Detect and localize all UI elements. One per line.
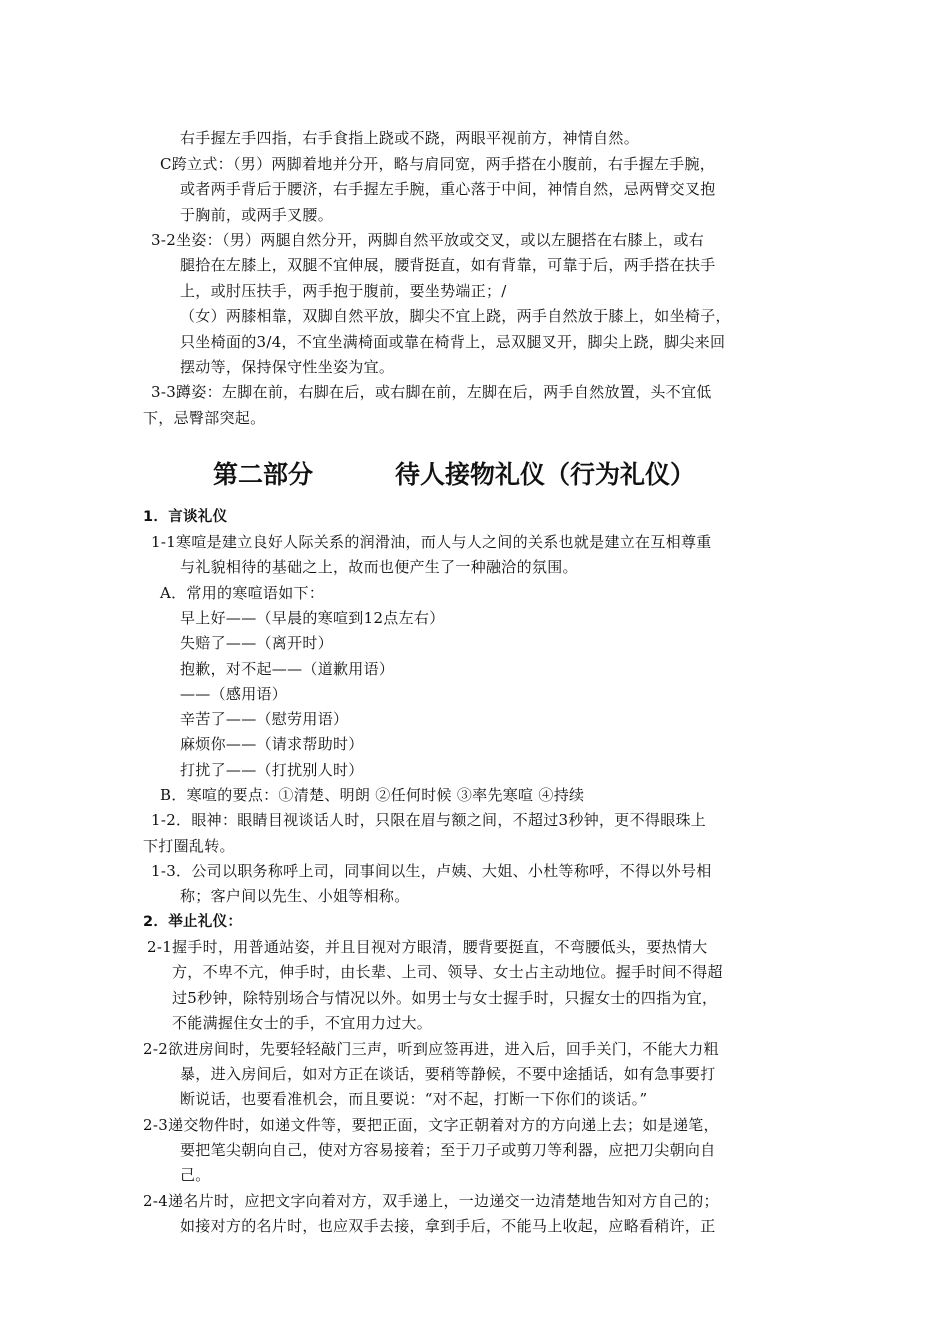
text-line: 摆动等，保持保守性坐姿为宜。 xyxy=(180,358,395,376)
text-line: 3-3蹲姿：左脚在前，右脚在后，或右脚在前，左脚在后，两手自然放置，头不宜低 xyxy=(151,383,712,401)
text-line: （女）两膝相靠，双脚自然平放，脚尖不宜上跷，两手自然放于膝上，如坐椅子， xyxy=(180,307,731,325)
text-line: 1-1寒喧是建立良好人际关系的润滑油，而人与人之间的关系也就是建立在互相尊重 xyxy=(151,533,712,551)
heading-behavior-etiquette: 2．举止礼仪： xyxy=(143,914,243,930)
text-line: 下打圈乱转。 xyxy=(143,837,235,855)
text-line: 2-2欲进房间时，先要轻轻敲门三声，听到应签再进，进入后，回手关门，不能大力粗 xyxy=(143,1040,719,1058)
section-title xyxy=(0,458,950,492)
text-line: 暴，进入房间后，如对方正在谈话，要稍等静候，不要中途插话，如有急事要打 xyxy=(180,1065,716,1083)
section-title-text: 待人接物礼仪（行为礼仪） xyxy=(395,460,696,489)
greeting-item: 辛苦了——（慰劳用语） xyxy=(180,710,349,728)
text-line: 己。 xyxy=(180,1166,211,1184)
text-line: 或者两手背后于腰济，右手握左手腕，重心落于中间，神情自然，忌两臂交叉抱 xyxy=(180,180,716,198)
text-line: 只坐椅面的3/4，不宜坐满椅面或靠在椅背上，忌双腿叉开，脚尖上跷，脚尖来回 xyxy=(180,333,726,351)
text-line: B．寒喧的要点：①清楚、明朗 ②任何时候 ③率先寒喧 ④持续 xyxy=(160,786,585,804)
text-line: 右手握左手四指，右手食指上跷或不跷，两眼平视前方，神情自然。 xyxy=(180,129,640,147)
text-line: 不能满握住女士的手，不宜用力过大。 xyxy=(172,1014,433,1032)
greeting-item: 麻烦你——（请求帮助时） xyxy=(180,735,364,753)
text-line: 下，忌臀部突起。 xyxy=(143,409,266,427)
greeting-item: 失赔了——（离开时） xyxy=(180,634,334,652)
text-line: A．常用的寒喧语如下： xyxy=(160,584,325,602)
text-line: 2-4递名片时，应把文字向着对方，双手递上，一边递交一边清楚地告知对方自己的； xyxy=(143,1192,719,1210)
greeting-item: ——（感用语） xyxy=(180,685,288,703)
text-line: 方，不卑不亢，伸手时，由长辈、上司、领导、女士占主动地位。握手时间不得超 xyxy=(172,963,723,981)
text-line: 过5秒钟，除特别场合与情况以外。如男士与女士握手时，只握女士的四指为宜， xyxy=(172,989,718,1007)
text-line: 1-3．公司以职务称呼上司，同事间以生，卢姨、大姐、小杜等称呼，不得以外号相 xyxy=(151,862,712,880)
text-line: 与礼貌相待的基础之上，故而也便产生了一种融洽的氛围。 xyxy=(180,558,578,576)
text-line: 于胸前，或两手叉腰。 xyxy=(180,206,334,224)
greeting-item: 早上好——（早晨的寒喧到12点左右） xyxy=(180,609,445,627)
greeting-item: 抱歉，对不起——（道歉用语） xyxy=(180,660,395,678)
text-line: 称；客户间以先生、小姐等相称。 xyxy=(180,887,410,905)
text-line: 要把笔尖朝向自己，使对方容易接着；至于刀子或剪刀等利器，应把刀尖朝向自 xyxy=(180,1141,716,1159)
text-line: 1-2．眼神：眼睛目视谈话人时，只限在眉与额之间，不超过3秒钟，更不得眼珠上 xyxy=(151,811,707,829)
text-line: 2-1握手时，用普通站姿，并且目视对方眼清，腰背要挺直，不弯腰低头，要热情大 xyxy=(147,938,708,956)
greeting-item: 打扰了——（打扰别人时） xyxy=(180,761,364,779)
text-line: 腿拾在左膝上，双腿不宜伸展，腰背挺直，如有背靠，可靠于后，两手搭在扶手 xyxy=(180,256,716,274)
text-line: 2-3递交物件时，如递文件等，要把正面，文字正朝着对方的方向递上去；如是递笔， xyxy=(143,1116,719,1134)
text-line: 3-2坐姿：（男）两腿自然分开，两脚自然平放或交叉，或以左腿搭在右膝上，或右 xyxy=(151,231,705,249)
text-line: 上，或肘压扶手，两手抱于腹前，要坐势端正；/ xyxy=(180,282,507,300)
section-part-label: 第二部分 xyxy=(213,460,314,489)
text-line: C跨立式：（男）两脚着地并分开，略与肩同宽，两手搭在小腹前，右手握左手腕， xyxy=(160,155,716,173)
heading-speech-etiquette: 1．言谈礼仪 xyxy=(143,509,228,525)
text-line: 如接对方的名片时，也应双手去接，拿到手后，不能马上收起，应略看稍许，正 xyxy=(180,1217,716,1235)
text-line: 断说话，也要看准机会，而且要说：“对不起，打断一下你们的谈话。” xyxy=(180,1090,648,1108)
